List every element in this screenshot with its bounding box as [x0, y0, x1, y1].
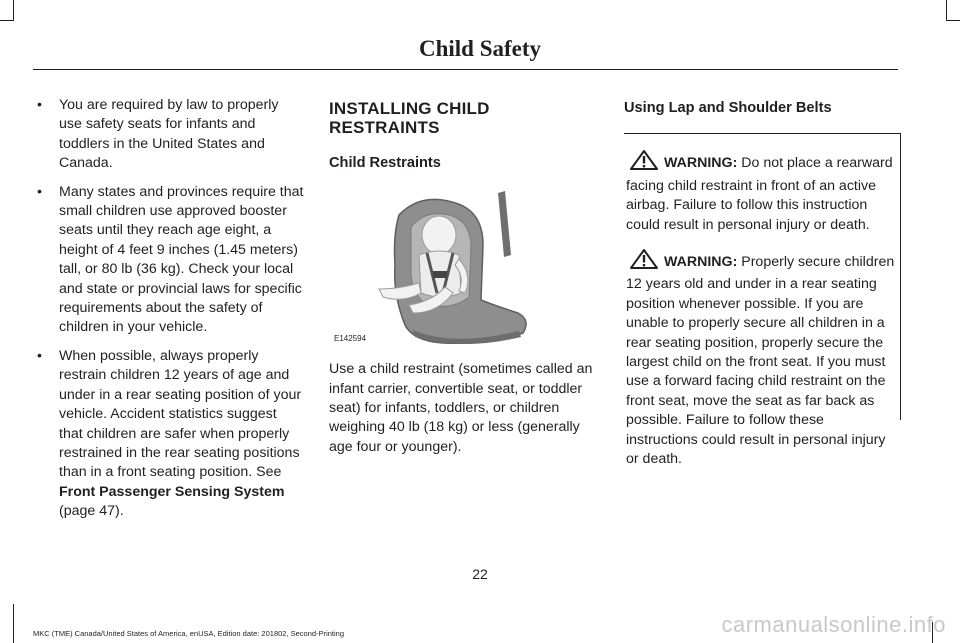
crop-mark [13, 0, 14, 20]
column-right [624, 96, 901, 468]
subsection-heading: Using Lap and Shoulder Belts [624, 100, 832, 116]
bullet-item: • You are required by law to properly use safety seats for infants and toddlers in the United States and Canada. [34, 96, 304, 174]
warning-label: WARNING: [664, 254, 738, 271]
column-middle [329, 96, 601, 457]
warning-block [626, 249, 896, 469]
child-seat-drawing [333, 185, 548, 350]
header-divider [33, 69, 898, 70]
section-heading: INSTALLING CHILD RESTRAINTS [329, 99, 490, 138]
crop-mark [946, 20, 960, 21]
body-paragraph: Use a child restraint (sometimes called an infant carrier, convertible seat, or toddler seat) for infants, toddlers, or children weighing 40 lb (18 kg) or less (generally age four or younger). [329, 361, 593, 455]
bullet-item: • Many states and provinces require that small children use approved booster seats until they reach age eight, a height of 4 feet 9 inches (1.45 meters) tall, or 80 lb (36 kg). Check your local and state or provincial laws for specific requirements about the safety of children in your vehicle. [34, 183, 304, 338]
warning-triangle-icon [630, 249, 658, 275]
subsection-heading: Child Restraints [329, 154, 441, 171]
bullet-list [34, 96, 304, 522]
warning-triangle-icon [630, 150, 658, 176]
warning-text: Do not place a rearward facing child restraint in front of an active airbag. Failure to follow this instruction could result in personal injury or death. [626, 155, 893, 233]
warning-text: Properly secure children 12 years old and under in a rear seating position whenever possible. If you are unable to properly secure all children in a rear seating position, properly secure the largest child on the front seat. If you must use a forward facing child restraint on the front seat, move the seat as far back as possible. Failure to follow these instructions could result in personal injury or death. [626, 254, 895, 468]
warning-box [624, 133, 901, 468]
column-left [34, 96, 304, 531]
crop-mark [13, 604, 14, 643]
page-number: 22 [472, 566, 488, 582]
warning-block [626, 150, 896, 235]
figure-code: E142594 [334, 333, 367, 343]
footer-edition-text: MKC (TME) Canada/United States of America, enUSA, Edition date: 201802, Second-Printing [33, 629, 344, 638]
bullet-item: • When possible, always properly restrain children 12 years of age and under in a rear seating position of your vehicle. Accident statistics suggest that children are safer when properly restrained in the rear seating positions than in a front seating position. See Front Passenger Sensing System (page 47). [34, 347, 304, 522]
crop-mark [946, 0, 947, 20]
warning-label: WARNING: [664, 155, 738, 172]
cross-reference-link[interactable]: Front Passenger Sensing System [59, 483, 285, 500]
watermark: carmanualsonline.info [721, 612, 946, 637]
page-title: Child Safety [418, 36, 542, 61]
crop-mark [0, 20, 14, 21]
child-seat-illustration [333, 185, 548, 350]
